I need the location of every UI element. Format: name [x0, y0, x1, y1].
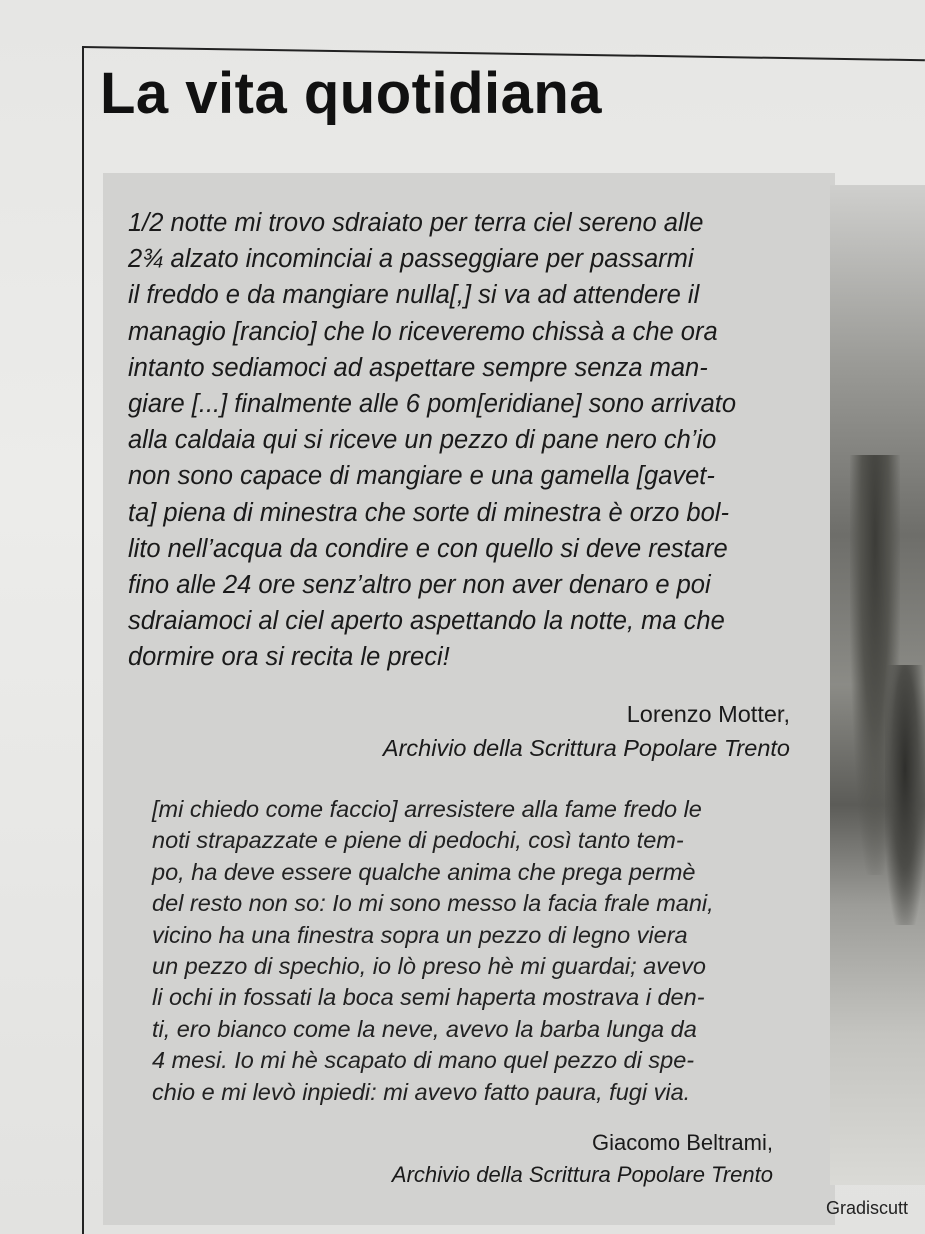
- archive-source: Archivio della Scrittura Popolare Trento: [382, 735, 790, 761]
- passage-line: lito nell’acqua da condire e con quello si deve restare: [128, 534, 728, 563]
- signature-2: [392, 1127, 773, 1191]
- passage-line: 1/2 notte mi trovo sdraiato per terra ciel sereno alle: [128, 209, 704, 237]
- passage-line: un pezzo di spechio, io lò preso hè mi guardai; avevo: [152, 953, 706, 980]
- passage-line: 4 mesi. Io mi hè scapato di mano quel pezzo di spe-: [152, 1047, 695, 1074]
- photo-caption: Gradiscutt: [826, 1198, 909, 1218]
- frame-top-rule: [82, 46, 925, 61]
- passage-line: 2¾ alzato incominciai a passeggiare per passarmi: [128, 245, 694, 274]
- passage-line: intanto sediamoci ad aspettare sempre senza man-: [128, 353, 708, 382]
- passage-line: ti, ero bianco come la neve, avevo la barba lunga da: [152, 1015, 697, 1042]
- frame-left-rule: [82, 46, 84, 1234]
- diary-passage-2: [152, 794, 714, 1108]
- author-name: Lorenzo Motter,: [626, 701, 790, 727]
- passage-line: noti strapazzate e piene di pedochi, così tanto tem-: [152, 827, 684, 854]
- passage-line: sdraiamoci al ciel aperto aspettando la notte, ma che: [128, 607, 725, 636]
- page-title: La vita quotidiana: [100, 61, 603, 126]
- photo-figure: [885, 665, 925, 925]
- passage-line: fino alle 24 ore senz’altro per non aver denaro e poi: [128, 571, 711, 600]
- signature-1: [383, 697, 790, 765]
- passage-line: del resto non so: Io mi sono messo la facia frale mani,: [152, 890, 714, 917]
- passage-line: po, ha deve essere qualche anima che prega permè: [152, 858, 696, 885]
- author-name: Giacomo Beltrami,: [592, 1130, 773, 1155]
- passage-line: [mi chiedo come faccio] arresistere alla fame fredo le: [152, 796, 702, 822]
- passage-line: giare [...] finalmente alle 6 pom[eridiane] sono arrivato: [128, 390, 737, 419]
- passage-line: alla caldaia qui si riceve un pezzo di pane nero ch’io: [128, 426, 717, 455]
- historic-photo: [830, 185, 925, 1185]
- archive-source: Archivio della Scrittura Popolare Trento: [391, 1162, 773, 1187]
- passage-line: li ochi in fossati la boca semi haperta mostrava i den-: [152, 984, 705, 1011]
- passage-line: il freddo e da mangiare nulla[,] si va ad attendere il: [128, 281, 700, 310]
- passage-line: dormire ora si recita le preci!: [128, 643, 450, 672]
- passage-line: non sono capace di mangiare e una gamella [gavet-: [128, 462, 715, 491]
- passage-line: vicino ha una finestra sopra un pezzo di legno viera: [152, 921, 688, 948]
- diary-passage-1: [128, 205, 736, 676]
- passage-line: managio [rancio] che lo riceveremo chissà a che ora: [128, 317, 718, 346]
- passage-line: chio e mi levò inpiedi: mi avevo fatto paura, fugi via.: [152, 1078, 691, 1105]
- passage-line: ta] piena di minestra che sorte di minestra è orzo bol-: [128, 498, 729, 527]
